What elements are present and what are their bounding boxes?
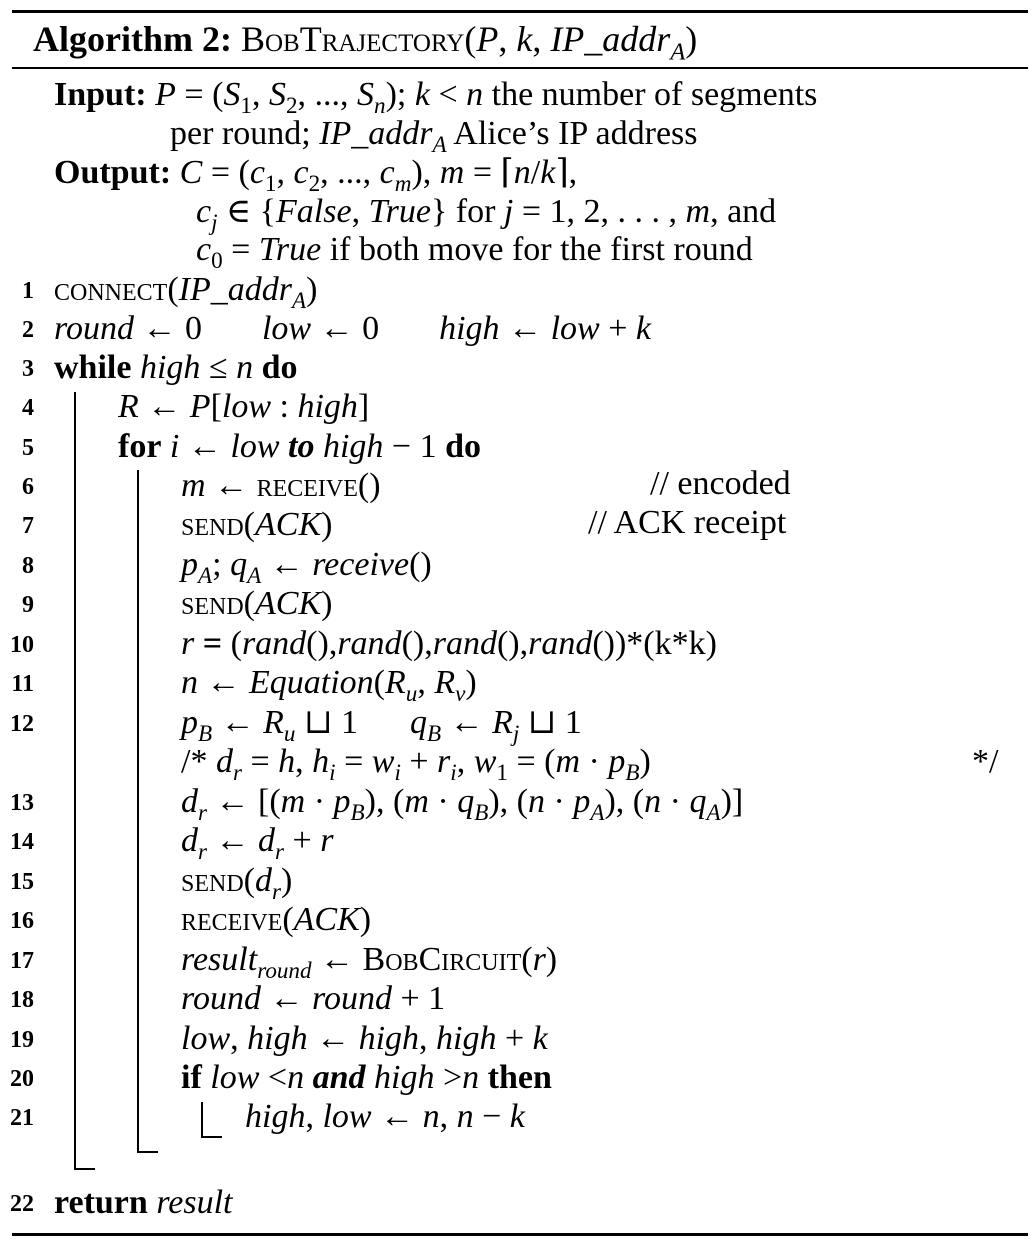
output-line-2: $c_j$ ∈ {False, True} for j = 1, 2, . . . , m, and: [196, 193, 777, 237]
line-number: 3: [22, 356, 34, 382]
line-number: 11: [11, 671, 34, 697]
algorithm-label: Algorithm 2:: [33, 19, 232, 59]
code-line-22: return result: [54, 1184, 233, 1221]
input-line-1: Input: $P = (S_1$, $S_2$, ..., $S_n$); k < n the number of segments: [54, 76, 818, 120]
code-line-8: $p_A$; $q_A$ ← receive(): [181, 546, 432, 590]
line-number: 9: [22, 592, 34, 618]
line-number: 4: [22, 395, 34, 421]
code-line-13: $d_r$ ← [$(m \cdot p_B)$, $(m \cdot q_B)$, $(n \cdot p_A)$, $(n \cdot q_A)$]: [181, 783, 744, 827]
while-block-line: [74, 392, 76, 1170]
line-number: 19: [10, 1027, 34, 1053]
code-line-1: connect(IP_addr$_A$): [54, 271, 318, 315]
code-line-2: round ← 0 low ← 0 high ← low + k: [54, 310, 651, 347]
code-line-3: while high ≤ n do: [54, 349, 298, 386]
line-number: 17: [10, 948, 34, 974]
output-label: Output:: [54, 154, 172, 191]
code-line-15: $send(d_r)$: [181, 862, 293, 906]
for-block-foot: [137, 1151, 158, 1153]
caption-params: (P, k, IP_addr$_A$): [464, 19, 698, 66]
line-number: 8: [22, 553, 34, 579]
input-label: Input:: [54, 76, 147, 113]
line-number: 1: [22, 278, 34, 304]
comment-ack-receipt: // ACK receipt: [588, 504, 787, 541]
while-block-foot: [74, 1168, 95, 1170]
code-line-20: if low <n and high >n then: [181, 1059, 552, 1096]
line-number: 16: [10, 908, 34, 934]
line-number: 13: [10, 790, 34, 816]
code-comment-line: /* $d_r = h$, $h_i = w_i + r_i$, $w_1 = (m \cdot p_B)$: [181, 743, 651, 787]
bottom-rule: [12, 1233, 1028, 1236]
line-number: 5: [22, 435, 34, 461]
line-number: 2: [22, 317, 34, 343]
algorithm-caption: [33, 16, 698, 66]
for-block-line: [137, 470, 139, 1153]
code-line-21: high, low ← n, n − k: [245, 1098, 525, 1135]
line-number: 6: [22, 474, 34, 500]
line-number: 20: [10, 1066, 34, 1092]
line-number: 7: [22, 513, 34, 539]
code-line-10: r = (rand(),rand(),rand(),rand())*(k*k): [181, 625, 717, 662]
if-block-line: [201, 1102, 203, 1138]
code-line-18: round ← round + 1: [181, 980, 446, 1017]
comment-close: */: [972, 743, 999, 780]
procedure-name: BobTrajectory: [240, 19, 465, 59]
code-line-5: for i ← low to high − 1 do: [118, 428, 482, 465]
comment-encoded: // encoded: [650, 465, 791, 502]
output-line-1: Output: $C = (c_1$, $c_2$, ..., $c_m$), m = ⌈n/k⌉,: [54, 154, 578, 198]
line-number: 14: [10, 829, 34, 855]
code-line-14: $d_r$ ← $d_r + r$: [181, 822, 334, 866]
top-rule: [12, 10, 1028, 13]
line-number: 22: [10, 1191, 34, 1217]
if-block-foot: [201, 1136, 222, 1138]
line-number: 18: [10, 987, 34, 1013]
line-number: 15: [10, 869, 34, 895]
code-line-7: send(ACK): [181, 506, 333, 543]
code-line-12: $p_B$ ← $R_u$ ⊔ 1 $q_B$ ← $R_j$ ⊔ 1: [181, 704, 582, 748]
code-line-9: send(ACK): [181, 585, 333, 622]
code-line-19: low, high ← high, high + k: [181, 1020, 548, 1057]
code-line-17: result$_{round}$ ← BobCircuit(r): [181, 941, 558, 985]
input-line-2: per round; IP_addr$_A$ Alice’s IP address: [170, 115, 698, 159]
code-line-16: receive(ACK): [181, 901, 372, 938]
caption-rule: [12, 67, 1028, 69]
code-line-11: n ← $Equation(R_u$, $R_v$): [181, 664, 477, 708]
code-line-6: m ← receive(): [181, 467, 381, 504]
line-number: 12: [10, 711, 34, 737]
line-number: 21: [10, 1105, 34, 1131]
output-line-3: $c_0$ = True if both move for the first round: [196, 231, 753, 275]
code-line-4: R ← P[low : high]: [118, 388, 370, 425]
line-number: 10: [10, 632, 34, 658]
